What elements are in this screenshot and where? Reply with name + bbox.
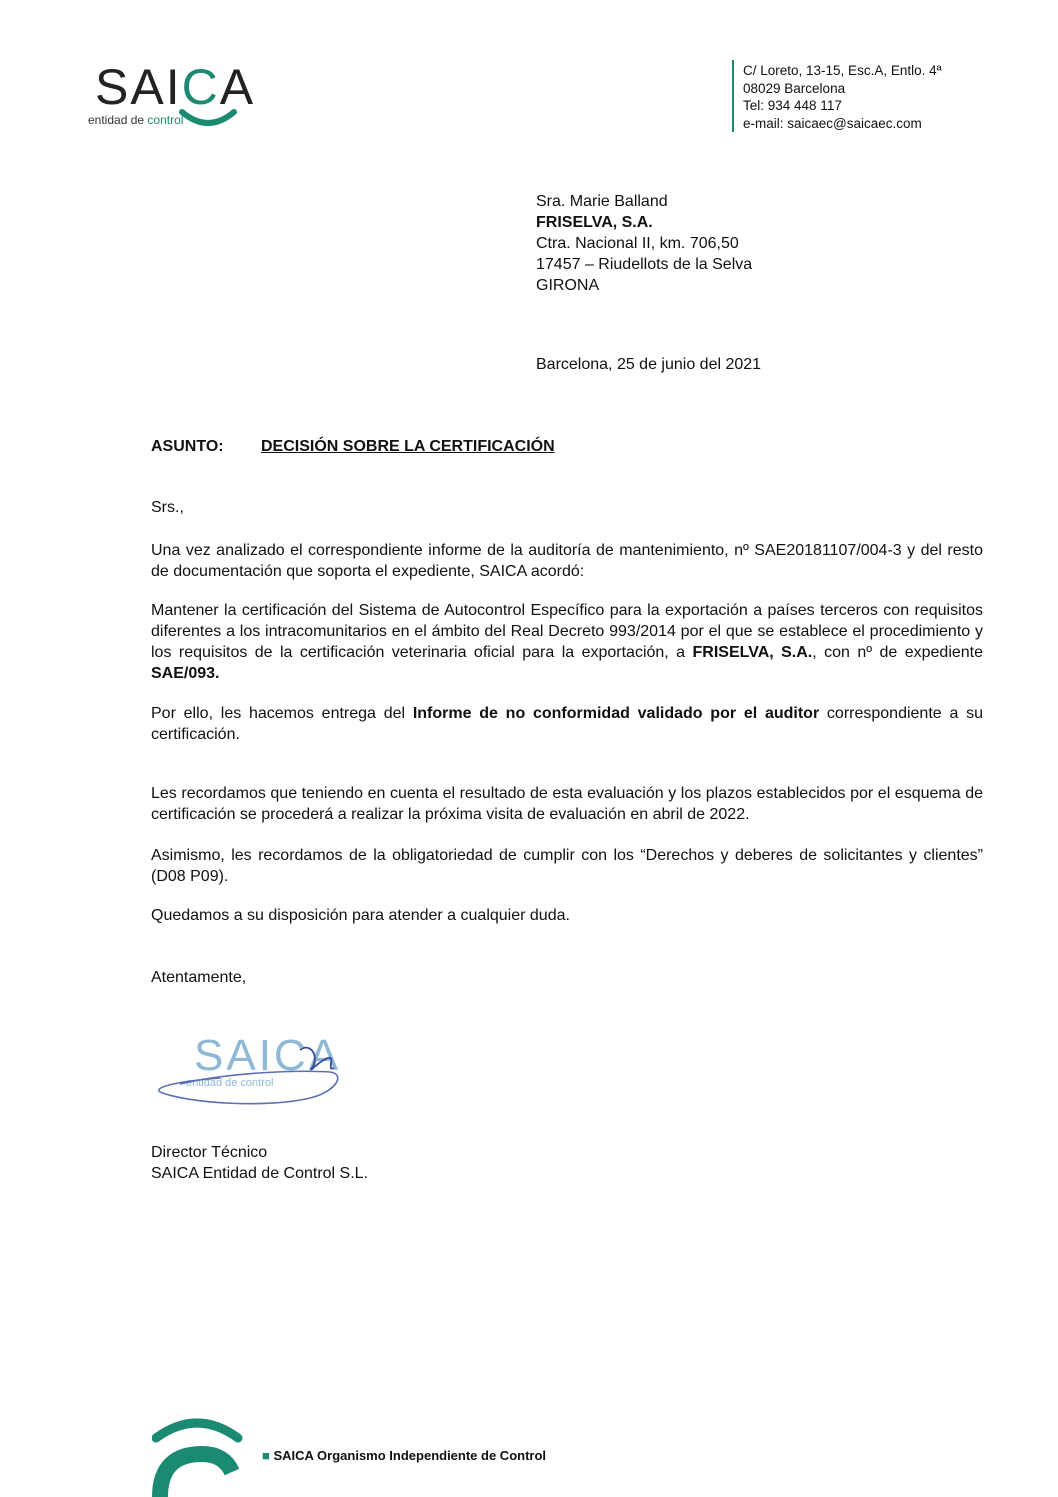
logo-wordmark-suffix: A	[219, 59, 256, 115]
recipient-block	[536, 191, 752, 296]
subject-title: DECISIÓN SOBRE LA CERTIFICACIÓN	[261, 438, 555, 455]
paragraph-5: Asimismo, les recordamos de la obligatoriedad de cumplir con los “Derechos y deberes de solicitantes y clientes” (D08 P09).	[151, 847, 983, 885]
signatory-org: SAICA Entidad de Control S.L.	[151, 1165, 369, 1182]
letter-date: Barcelona, 25 de junio del 2021	[536, 356, 762, 373]
saica-logo-wordmark	[95, 59, 256, 115]
signatory	[151, 1142, 368, 1184]
footer-text: SAICA Organismo Independiente de Control	[273, 1448, 547, 1463]
stamp-subtext: entidad de control	[186, 1077, 274, 1089]
paragraph-2	[151, 600, 983, 684]
subject-label: ASUNTO:	[151, 438, 224, 455]
stamp-text: SAICA	[194, 1031, 342, 1080]
header-address	[743, 62, 942, 132]
recipient-province: GIRONA	[536, 277, 600, 294]
paragraph-2-file-number: SAE/093.	[151, 665, 220, 682]
footer-logo-icon	[152, 1414, 252, 1497]
logo-wordmark-accent: C	[181, 59, 220, 115]
address-city: 08029 Barcelona	[743, 80, 846, 96]
paragraph-3-text-a: Por ello, les hacemos entrega del	[151, 705, 413, 722]
paragraph-2-company: FRISELVA, S.A.	[692, 644, 813, 661]
paragraph-3-text-b: correspondiente a su certificación.	[151, 705, 983, 743]
paragraph-3-bold: Informe de no conformidad validado por el auditor	[412, 705, 820, 722]
footer-organisation	[262, 1448, 546, 1463]
paragraph-2-text-a: Mantener la certificación del Sistema de Autocontrol Específico para la exportación a países terceros con requisitos diferentes a los intracomunitarios en el ámbito del Real Decreto 993/2014 por el que se establece el procedimiento y los requisitos de la certificación veterinaria oficial para la exportación, a	[151, 602, 983, 661]
address-phone: Tel: 934 448 117	[743, 98, 842, 113]
subject-line	[151, 438, 555, 456]
logo-tagline-prefix: entidad de	[88, 113, 148, 127]
footer-bullet-icon: ■	[262, 1448, 270, 1463]
paragraph-1: Una vez analizado el correspondiente informe de la auditoría de mantenimiento, nº SAE20181107/004-3 y del resto de documentación que soporta el expediente, SAICA acordó:	[151, 542, 983, 580]
signature-stamp	[150, 1012, 360, 1112]
address-email: e-mail: saicaec@saicaec.com	[743, 115, 922, 131]
signatory-role: Director Técnico	[151, 1144, 268, 1161]
recipient-street: Ctra. Nacional II, km. 706,50	[536, 235, 739, 252]
recipient-city: 17457 – Riudellots de la Selva	[536, 256, 753, 273]
logo-tagline-accent: control	[147, 113, 184, 127]
logo-arc-icon	[178, 108, 238, 130]
recipient-name: Sra. Marie Balland	[536, 193, 668, 210]
closing: Atentamente,	[151, 969, 247, 986]
recipient-company: FRISELVA, S.A.	[536, 214, 653, 231]
paragraph-3	[151, 703, 983, 745]
address-divider	[732, 60, 734, 132]
paragraph-2-text-b: , con nº de expediente	[812, 644, 984, 661]
paragraph-6: Quedamos a su disposición para atender a cualquier duda.	[151, 907, 570, 924]
paragraph-4: Les recordamos que teniendo en cuenta el resultado de esta evaluación y los plazos establecidos por el esquema de certificación se procederá a realizar la próxima visita de evaluación en abril de 2022.	[151, 785, 983, 823]
salutation: Srs.,	[151, 499, 184, 516]
saica-logo-tagline	[88, 114, 183, 126]
logo-wordmark-prefix: SAI	[95, 59, 182, 115]
address-street: C/ Loreto, 13-15, Esc.A, Entlo. 4ª	[743, 63, 942, 78]
